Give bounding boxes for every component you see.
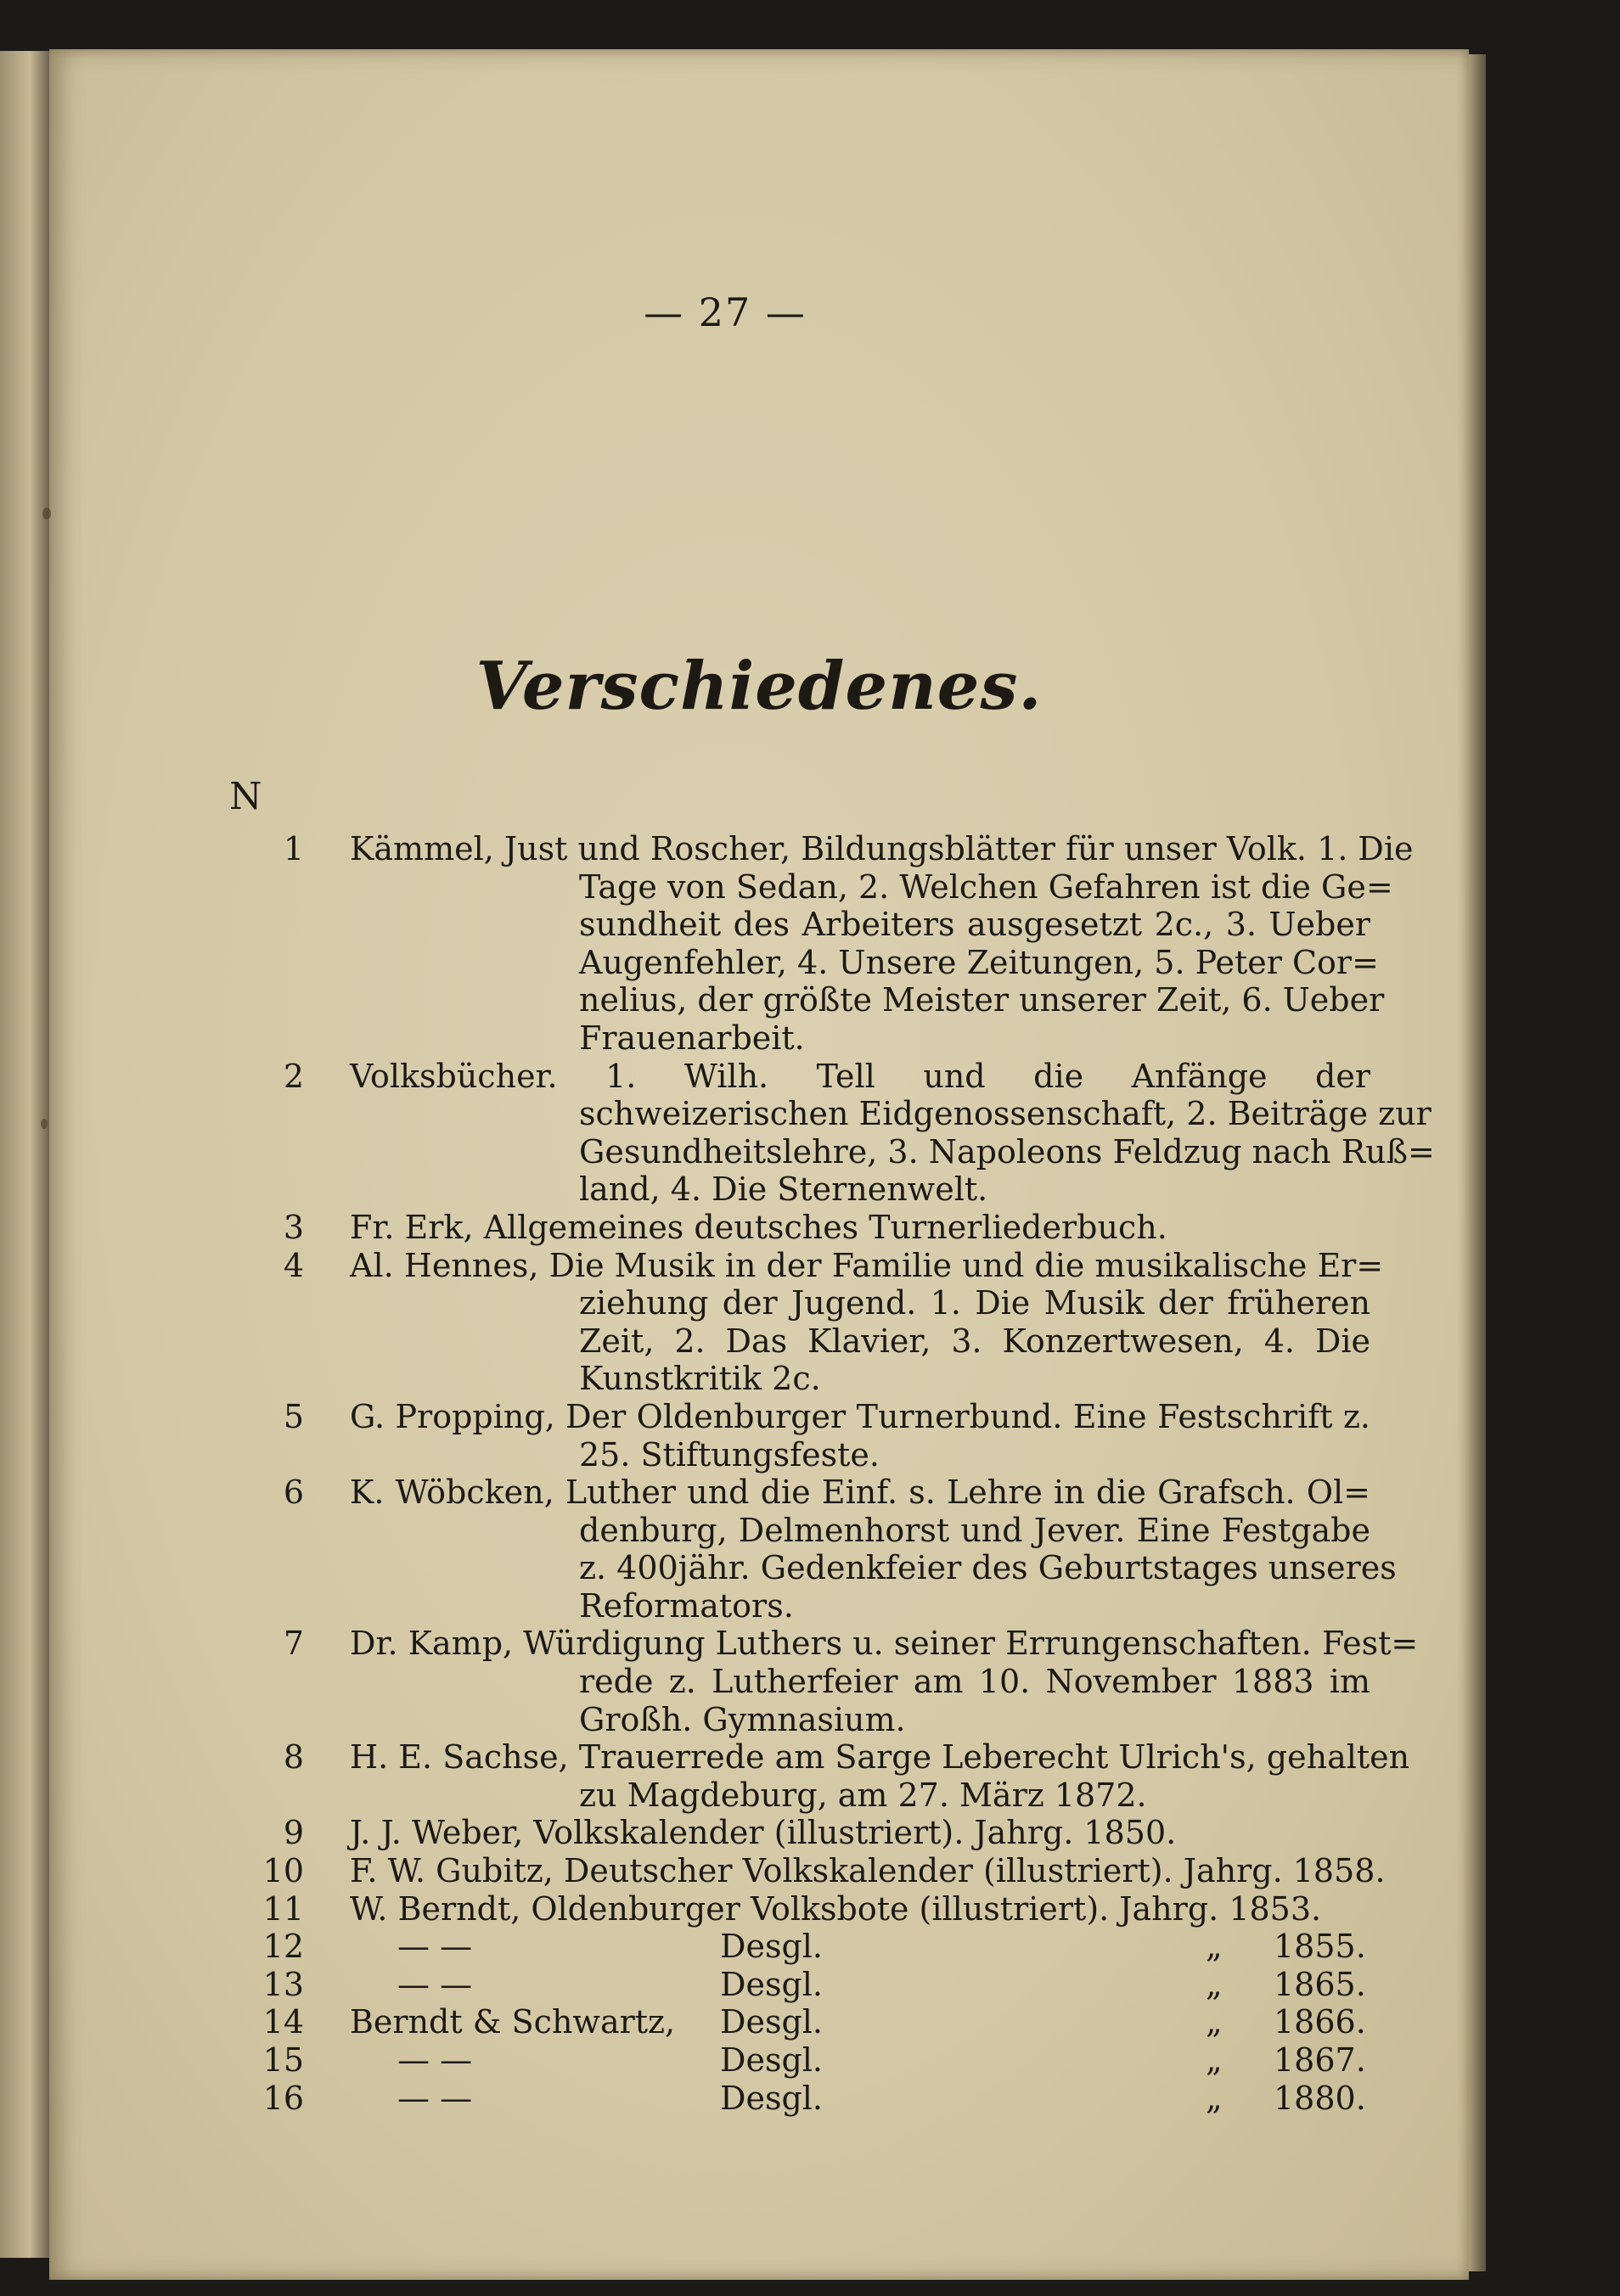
entry-line: Fr. Erk, Allgemeines deutsches Turnerliederbuch. [350, 1208, 1167, 1246]
entry-year: 1866. [1274, 2003, 1366, 2041]
entry-line: Al. Hennes, Die Musik in der Familie und die musikalische Er= [350, 1246, 1384, 1284]
book-page [49, 49, 1469, 2280]
list-item [49, 830, 1469, 1058]
entry-author: — — [397, 1928, 473, 1966]
entry-line: Zeit, 2. Das Klavier, 3. Konzertwesen, 4. Die [579, 1322, 1370, 1360]
entry-year: 1867. [1274, 2041, 1366, 2079]
list-item [49, 1890, 1469, 1928]
page-number: — 27 — [644, 289, 807, 335]
list-item [49, 1247, 1469, 1398]
entry-line: G. Propping, Der Oldenburger Turnerbund. Eine Festschrift z. [350, 1397, 1370, 1435]
entry-line: Reformators. [579, 1586, 794, 1625]
entry-line: Tage von Sedan, 2. Welchen Gefahren ist die Ge= [579, 867, 1393, 906]
entry-author: — — [397, 1965, 473, 2003]
list-item [49, 1852, 1469, 1890]
entry-text [350, 1474, 1397, 1625]
left-page-edge [0, 51, 49, 2258]
entry-number: 11 [262, 1889, 304, 1928]
table-row [49, 1966, 1469, 2004]
entry-text [350, 1890, 1370, 1928]
entry-year: 1865. [1274, 1965, 1366, 2003]
entry-line: ziehung der Jugend. 1. Die Musik der früheren [579, 1284, 1370, 1322]
entry-text [350, 830, 1414, 1058]
entry-number: 10 [262, 1852, 304, 1890]
entry-number: 1 [283, 830, 304, 867]
entry-line: F. W. Gubitz, Deutscher Volkskalender (illustriert). Jahrg. 1858. [350, 1852, 1386, 1890]
ditto-mark: „ [1206, 2003, 1223, 2041]
entry-text [350, 1398, 1370, 1474]
entry-year: 1855. [1274, 1928, 1366, 1966]
entry-line: Großh. Gymnasium. [579, 1700, 906, 1738]
entry-number: 7 [283, 1625, 304, 1663]
entry-line: nelius, der größte Meister unserer Zeit, 6. Ueber [579, 981, 1385, 1019]
entry-number: 14 [262, 2003, 304, 2041]
ditto-mark: „ [1206, 1965, 1223, 2003]
entry-title: Desgl. [720, 1928, 824, 1966]
ditto-mark: „ [1206, 2041, 1223, 2079]
entry-line: z. 400jähr. Gedenkfeier des Geburtstages unseres [579, 1549, 1397, 1587]
entry-number: 5 [283, 1397, 304, 1435]
list-item [49, 1738, 1469, 1814]
entry-author: Berndt & Schwartz, [350, 2003, 676, 2041]
entries-ditto [49, 1928, 1469, 2117]
entry-line: W. Berndt, Oldenburger Volksbote (illustriert). Jahrg. 1853. [350, 1889, 1322, 1928]
entry-line: land, 4. Die Sternenwelt. [579, 1170, 988, 1209]
entry-number: 3 [283, 1208, 304, 1246]
entry-line: rede z. Lutherfeier am 10. November 1883 im [579, 1663, 1370, 1701]
list-item [49, 1814, 1469, 1852]
ditto-mark: „ [1206, 1928, 1223, 1966]
table-row [49, 1928, 1469, 1966]
list-item [49, 1398, 1469, 1474]
entry-list [49, 830, 1469, 2117]
entry-author: — — [397, 2041, 473, 2079]
entry-number: 16 [262, 2079, 304, 2117]
entry-line: Frauenarbeit. [579, 1019, 805, 1057]
list-item [49, 1058, 1469, 1209]
entry-text [350, 1738, 1410, 1814]
entry-text [350, 1209, 1370, 1247]
ditto-mark: „ [1206, 2079, 1223, 2117]
entry-number: 8 [283, 1738, 304, 1777]
entries-main [49, 830, 1469, 1928]
entry-line: Kämmel, Just und Roscher, Bildungsblätter für unser Volk. 1. Die [350, 830, 1414, 867]
entry-title: Desgl. [720, 2003, 824, 2041]
entry-line: zu Magdeburg, am 27. März 1872. [579, 1776, 1147, 1814]
entry-text [350, 1852, 1386, 1890]
stain-mark [42, 508, 51, 519]
entry-line: Dr. Kamp, Würdigung Luthers u. seiner Errungenschaften. Fest= [350, 1625, 1419, 1663]
page-edge [1469, 54, 1486, 2271]
column-header-number: N [229, 775, 262, 818]
entry-title: Desgl. [720, 2079, 824, 2117]
entry-title: Desgl. [720, 2041, 824, 2079]
entry-line: denburg, Delmenhorst und Jever. Eine Festgabe [579, 1511, 1370, 1549]
entry-number: 9 [283, 1814, 304, 1852]
entry-number: 4 [283, 1246, 304, 1284]
entry-line: J. J. Weber, Volkskalender (illustriert). Jahrg. 1850. [350, 1814, 1177, 1852]
table-row [49, 2003, 1469, 2041]
entry-text [350, 1057, 1435, 1209]
list-item [49, 1474, 1469, 1625]
entry-line: H. E. Sachse, Trauerrede am Sarge Leberecht Ulrich's, gehalten [350, 1738, 1410, 1777]
entry-year: 1880. [1274, 2079, 1366, 2117]
entry-line: Gesundheitslehre, 3. Napoleons Feldzug nach Ruß= [579, 1132, 1435, 1170]
entry-text [350, 1625, 1419, 1738]
entry-line: sundheit des Arbeiters ausgesetzt 2c., 3. Ueber [579, 906, 1370, 944]
entry-text [350, 1814, 1370, 1852]
list-item [49, 1209, 1469, 1247]
entry-number: 12 [262, 1928, 304, 1966]
entry-line: K. Wöbcken, Luther und die Einf. s. Lehre in die Grafsch. Ol= [350, 1474, 1370, 1512]
entry-title: Desgl. [720, 1965, 824, 2003]
list-item [49, 1625, 1469, 1738]
entry-line: schweizerischen Eidgenossenschaft, 2. Beiträge zur [579, 1095, 1432, 1133]
entry-line: Volksbücher. 1. Wilh. Tell und die Anfänge der [350, 1057, 1370, 1095]
entry-number: 15 [262, 2041, 304, 2079]
entry-number: 13 [262, 1965, 304, 2003]
entry-line: Kunstkritik 2c. [579, 1360, 821, 1398]
entry-line: 25. Stiftungsfeste. [579, 1435, 880, 1474]
table-row [49, 2080, 1469, 2118]
section-heading: Verschiedenes. [475, 648, 1043, 725]
entry-line: Augenfehler, 4. Unsere Zeitungen, 5. Peter Cor= [579, 943, 1379, 981]
stain-mark [41, 1119, 48, 1129]
entry-number: 6 [283, 1474, 304, 1512]
entry-author: — — [397, 2079, 473, 2117]
table-row [49, 2041, 1469, 2080]
entry-number: 2 [283, 1057, 304, 1095]
entry-text [350, 1246, 1384, 1398]
